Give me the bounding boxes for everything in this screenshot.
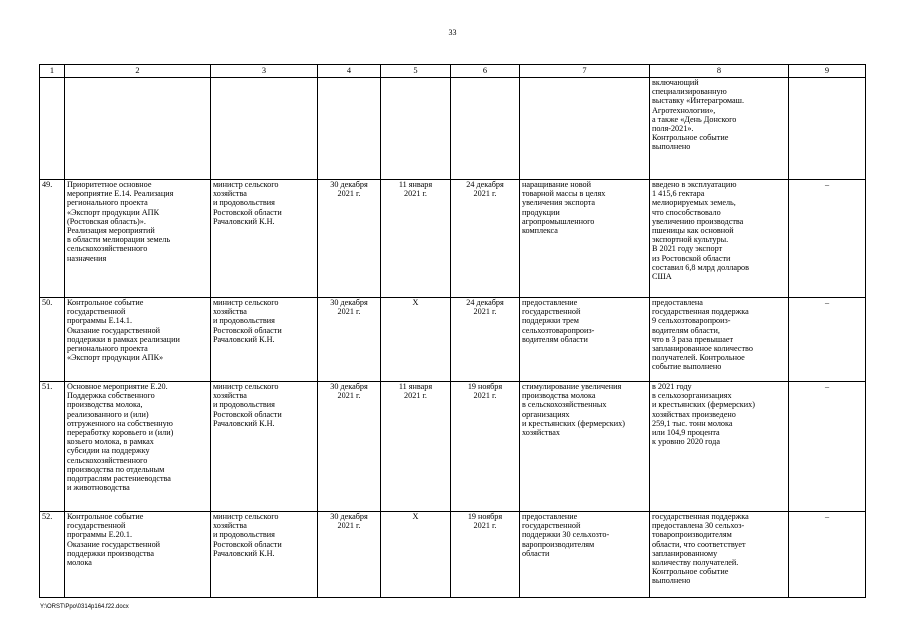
- event-name: Контрольное событие государственной программы Е.20.1. Оказание государственной поддержки производства молока: [65, 512, 211, 598]
- actual-result: государственная поддержка предоставлена 30 сельхоз- товаропроизводителям области, что соответствует запланированному количеству получателей. Контрольное событие выполнено: [650, 512, 789, 598]
- file-path-footer: Y:\ORST\Ppo\0314p164.f22.docx: [40, 604, 129, 610]
- table-row: [40, 180, 866, 298]
- start-date: X: [381, 512, 451, 598]
- row-number: 51.: [40, 382, 65, 512]
- actual-result: предоставлена государственная поддержка 9 сельхозтоваропроиз- водителям области, что в 3 раза превышает запланированное количество получателей. Контрольное событие выполнено: [650, 298, 789, 382]
- executor: министр сельского хозяйства и продовольствия Ростовской области Рачаловский К.Н.: [211, 180, 318, 298]
- expected-result: предоставление государственной поддержки 30 сельхозто- варопроизводителям области: [520, 512, 650, 598]
- expected-result: наращивание новой товарной массы в целях увеличения экспорта продукции агропромышленного комплекса: [520, 180, 650, 298]
- table-row: [40, 78, 866, 180]
- executor: министр сельского хозяйства и продовольствия Ростовской области Рачаловский К.Н.: [211, 382, 318, 512]
- header-cell: 8: [650, 65, 789, 78]
- planned-date: 30 декабря 2021 г.: [318, 180, 381, 298]
- end-date: 24 декабря 2021 г.: [451, 298, 520, 382]
- end-date: 19 ноября 2021 г.: [451, 382, 520, 512]
- expected-result: [520, 78, 650, 180]
- header-cell: 2: [65, 65, 211, 78]
- header-cell: 5: [381, 65, 451, 78]
- row-number: 52.: [40, 512, 65, 598]
- planned-date: 30 декабря 2021 г.: [318, 382, 381, 512]
- executor: министр сельского хозяйства и продовольствия Ростовской области Рачаловский К.Н.: [211, 512, 318, 598]
- row-number: 49.: [40, 180, 65, 298]
- executor: министр сельского хозяйства и продовольствия Ростовской области Рачаловский К.Н.: [211, 298, 318, 382]
- executor: [211, 78, 318, 180]
- start-date: 11 января 2021 г.: [381, 382, 451, 512]
- header-cell: 6: [451, 65, 520, 78]
- table-row: [40, 382, 866, 512]
- header-row: [40, 65, 866, 78]
- row-number: 50.: [40, 298, 65, 382]
- expected-result: стимулирование увеличения производства молока в сельскохозяйственных организациях и крестьянских (фермерских) хозяйствах: [520, 382, 650, 512]
- event-name: Приоритетное основное мероприятие Е.14. Реализация регионального проекта «Экспорт продукции АПК (Ростовская область)». Реализация мероприятий в области мелиорации земель сельскохозяйственного назначения: [65, 180, 211, 298]
- event-name: Контрольное событие государственной программы Е.14.1. Оказание государственной поддержки в рамках реализации регионального проекта «Экспорт продукции АПК»: [65, 298, 211, 382]
- start-date: [381, 78, 451, 180]
- event-name: Основное мероприятие Е.20. Поддержка собственного производства молока, реализованного и (или) отгруженного на собственную переработку коровьего и (или) козьего молока, в рамках субсидии на поддержку сельскохозяйственного производства по отдельным подотраслям растениеводства и животноводства: [65, 382, 211, 512]
- header-cell: 7: [520, 65, 650, 78]
- actual-result: включающий специализированную выставку «Интерагромаш. Агротехнологии», а также «День Донского поля-2021». Контрольное событие выполнено: [650, 78, 789, 180]
- note: –: [789, 180, 866, 298]
- page-number: 33: [448, 28, 457, 37]
- row-number: [40, 78, 65, 180]
- event-name: [65, 78, 211, 180]
- note: –: [789, 298, 866, 382]
- note: –: [789, 382, 866, 512]
- header-cell: 9: [789, 65, 866, 78]
- actual-result: введено в эксплуатацию 1 415,6 гектара мелиорируемых земель, что способствовало увеличению производства пшеницы как основной экспортной культуры. В 2021 году экспорт из Ростовской области составил 6,8 млрд долларов США: [650, 180, 789, 298]
- table-row: [40, 512, 866, 598]
- start-date: X: [381, 298, 451, 382]
- note: –: [789, 512, 866, 598]
- table-row: [40, 298, 866, 382]
- start-date: 11 января 2021 г.: [381, 180, 451, 298]
- report-table: [39, 64, 866, 598]
- header-cell: 1: [40, 65, 65, 78]
- planned-date: 30 декабря 2021 г.: [318, 512, 381, 598]
- planned-date: 30 декабря 2021 г.: [318, 298, 381, 382]
- expected-result: предоставление государственной поддержки трем сельхозтоваропроиз- водителям области: [520, 298, 650, 382]
- end-date: [451, 78, 520, 180]
- planned-date: [318, 78, 381, 180]
- header-cell: 4: [318, 65, 381, 78]
- actual-result: в 2021 году в сельхозорганизациях и крестьянских (фермерских) хозяйствах произведено 259,1 тыс. тонн молока или 104,9 процента к уровню 2020 года: [650, 382, 789, 512]
- header-cell: 3: [211, 65, 318, 78]
- end-date: 24 декабря 2021 г.: [451, 180, 520, 298]
- note: [789, 78, 866, 180]
- end-date: 19 ноября 2021 г.: [451, 512, 520, 598]
